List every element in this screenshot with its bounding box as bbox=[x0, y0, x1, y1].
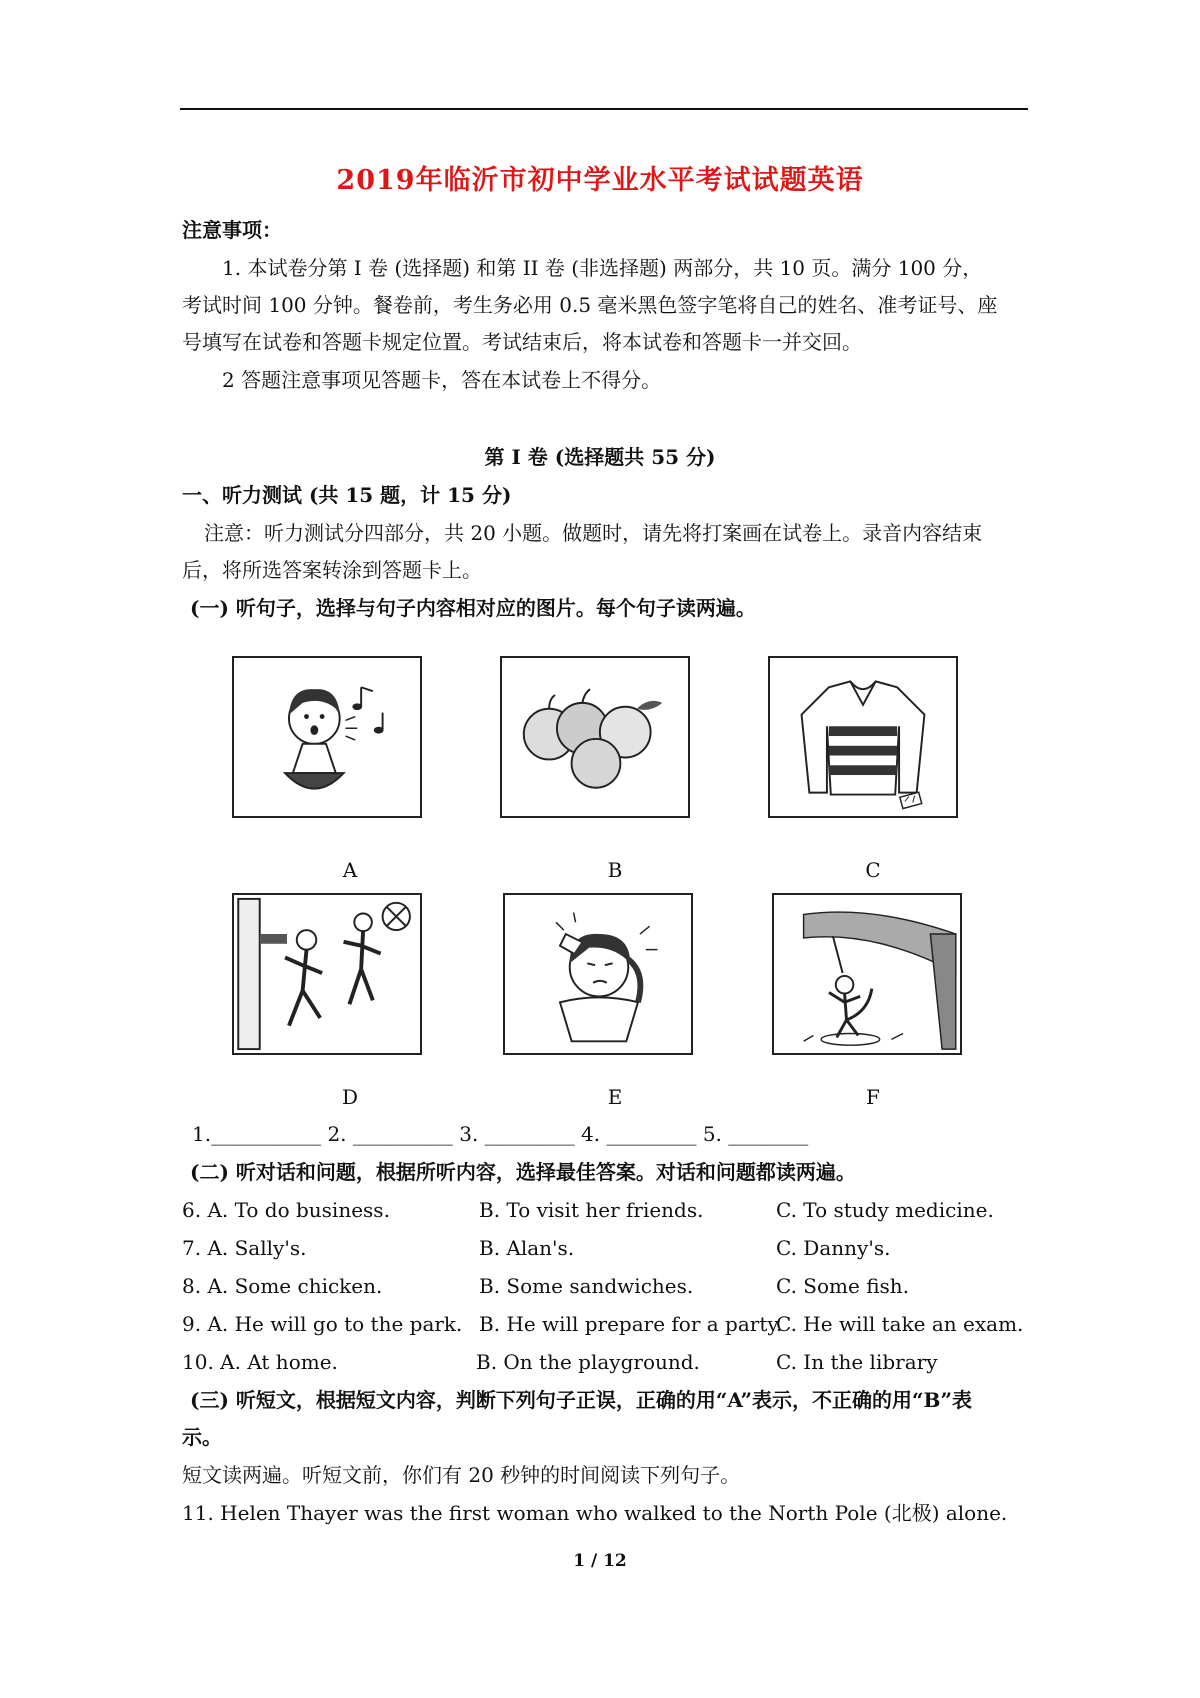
question-11: 11. Helen Thayer was the first woman who walked to the North Pole (北极) alone. bbox=[182, 1501, 1008, 1525]
picture-e-headache-girl bbox=[503, 893, 693, 1055]
top-rule bbox=[180, 108, 1028, 110]
picture-label-d: D bbox=[341, 1085, 359, 1109]
listening-note-line2: 后，将所选答案转涂到答题卡上。 bbox=[182, 558, 482, 582]
question-6-option-a: 6. A. To do business. bbox=[182, 1198, 390, 1222]
picture-label-c: C bbox=[865, 858, 881, 882]
question-7-option-a: 7. A. Sally's. bbox=[182, 1236, 307, 1260]
part1-heading: 第 I 卷 (选择题共 55 分) bbox=[484, 445, 716, 469]
picture-a-singing-girl bbox=[232, 656, 422, 818]
section3-heading-line1: (三) 听短文，根据短文内容，判断下列句子正误，正确的用“A”表示，不正确的用“B”表 bbox=[190, 1388, 972, 1412]
question-10-option-a: 10. A. At home. bbox=[182, 1350, 338, 1374]
question-10-option-b: B. On the playground. bbox=[476, 1350, 700, 1374]
picture-label-b: B bbox=[607, 858, 623, 882]
notice-item1-line3: 号填写在试卷和答题卡规定位置。考试结束后，将本试卷和答题卡一并交回。 bbox=[182, 330, 862, 354]
section2-heading: (二) 听对话和问题，根据所听内容，选择最佳答案。对话和问题都读两遍。 bbox=[190, 1160, 856, 1184]
picture-c-sweater bbox=[768, 656, 958, 818]
question-7-option-c: C. Danny's. bbox=[776, 1236, 891, 1260]
notice-item1-line2: 考试时间 100 分钟。餐卷前，考生务必用 0.5 毫米黑色签字笔将自己的姓名、准考证号、座 bbox=[182, 293, 998, 317]
picture-label-e: E bbox=[607, 1085, 623, 1109]
section3-note: 短文读两遍。听短文前，你们有 20 秒钟的时间阅读下列句子。 bbox=[182, 1463, 741, 1487]
question-9-option-b: B. He will prepare for a party. bbox=[479, 1312, 783, 1336]
listening-note-line1: 注意：听力测试分四部分，共 20 小题。做题时，请先将打案画在试卷上。录音内容结束 bbox=[204, 521, 983, 545]
picture-label-f: F bbox=[866, 1085, 880, 1109]
picture-label-a: A bbox=[342, 858, 358, 882]
question-9-option-c: C. He will take an exam. bbox=[776, 1312, 1024, 1336]
section3-heading-line2: 示。 bbox=[182, 1425, 222, 1449]
page-number: 1 / 12 bbox=[573, 1551, 627, 1571]
picture-d-running-boys bbox=[232, 893, 422, 1055]
answer-blanks-1-5: 1.___________ 2. __________ 3. _________ 4. _________ 5. ________ bbox=[192, 1122, 809, 1146]
question-8-option-c: C. Some fish. bbox=[776, 1274, 910, 1298]
picture-f-monkey-tree bbox=[772, 893, 962, 1055]
picture-b-fruit bbox=[500, 656, 690, 818]
question-7-option-b: B. Alan's. bbox=[479, 1236, 575, 1260]
notice-item2: 2 答题注意事项见答题卡，答在本试卷上不得分。 bbox=[222, 368, 662, 392]
question-8-option-b: B. Some sandwiches. bbox=[479, 1274, 694, 1298]
question-6-option-c: C. To study medicine. bbox=[776, 1198, 994, 1222]
question-8-option-a: 8. A. Some chicken. bbox=[182, 1274, 383, 1298]
notice-item1-line1: 1. 本试卷分第 I 卷 (选择题) 和第 II 卷 (非选择题) 两部分，共 10 页。满分 100 分， bbox=[222, 256, 983, 280]
question-10-option-c: C. In the library bbox=[776, 1350, 938, 1374]
question-6-option-b: B. To visit her friends. bbox=[479, 1198, 704, 1222]
notice-heading: 注意事项： bbox=[182, 218, 282, 242]
listening-heading: 一、听力测试 (共 15 题，计 15 分) bbox=[182, 483, 512, 507]
question-9-option-a: 9. A. He will go to the park. bbox=[182, 1312, 463, 1336]
section1-heading: (一) 听句子，选择与句子内容相对应的图片。每个句子读两遍。 bbox=[190, 596, 756, 620]
exam-title: 2019年临沂市初中学业水平考试试题英语 bbox=[336, 165, 864, 196]
